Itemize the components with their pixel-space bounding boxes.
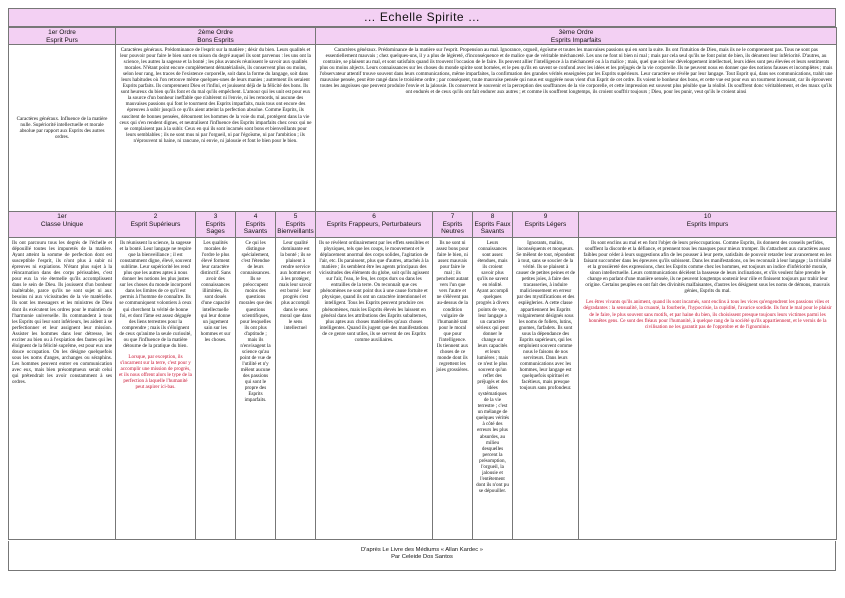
- page-title: … Echelle Spirite …: [8, 8, 836, 27]
- class-5-description: Leur qualité dominante est la bonté ; ils se plaisent à rendre service aux hommes et à les protéger, mais leur savoir est borné : leur progrès s'est plus accompli dans le sens moral que dans le sens intellectuel: [276, 238, 316, 540]
- class-7-description: Ils ne sont ni assez bons pour faire le bien, ni assez mauvais pour faire le mal ; ils penchent autant vers l'un que vers l'autre et ne s'élèvent pas au-dessus de la condition vulgaire de l'humanité tant pour le moral que pour l'intelligence. Ils tiennent aux choses de ce monde dont ils regrettent les joies grossières.: [433, 238, 473, 540]
- class-5-header: 5 Esprits Bienveillants: [276, 212, 316, 238]
- footer-source: D'après Le Livre des Médiums « Allan Kardec »: [361, 547, 483, 553]
- class-7-header: 7 Esprits Neutres: [433, 212, 473, 238]
- class-1-description: Ils ont parcouru tous les degrés de l'échelle et dépouillé toutes les impuretés de la matière. Ayant atteint la somme de perfection dont est susceptible l'esprit, ils n'ont plus à subir ni épreuves ni expiations. N'étant plus sujet à la réincarnation dans des corps périssables, c'est pour eux la vie éternelle qu'ils accomplissent dans le sein de Dieu. Ils jouissent d'un bonheur inaltérable, parce qu'ils ne sont sujet ni aux besoins ni aux vicissitudes de la vie matérielle. Ils sont les messagers et les ministres de Dieu dont ils exécutent les ordres pour le maintien de l'harmonie universelle. Ils commandent à tous les Esprits qui leur sont inférieurs, les aident à se perfectionner et leur assignent leur mission. Assister les hommes dans leur détresse, les exciter au bien ou à l'expiation des fautes qui les éloignent de la félicité suprême, est pour eux une douce occupation. On les désigne quelquefois sous les noms d'anges, archanges ou séraphins. Les hommes peuvent entrer en communication avec eux, mais bien présomptueux serait celui qui prétendrait les avoir constamment à ses ordres.: [9, 238, 116, 540]
- class-6-description: Ils se révèlent ordinairement par les effets sensibles et physiques, tels que les coups, le mouvement et le déplacement anormal des corps solides, l'agitation de l'air, etc. Ils paraissent, plus que d'autres, attachés à la matière ; ils semblent être les agents principaux des vicissitudes des éléments du globe, soit qu'ils agissent sur l'air, l'eau, le feu, les corps durs ou dans les entrailles de la terre. On reconnaît que ces phénomènes ne sont point dus à une cause fortuite et physique, quand ils ont un caractère intentionnel et intelligent. Tous les Esprits peuvent produire ces phénomènes, mais les Esprits élevés les laissent en général dans les attributions des Esprits subalternes, plus aptes aux choses matérielles qu'aux choses intelligentes. Quand ils jugent que des manifestations de ce genre sont utiles, ils se servent de ces Esprits comme auxiliaires.: [316, 238, 433, 540]
- class-6-header: 6 Esprits Frappeurs, Perturbateurs: [316, 212, 433, 238]
- class-8-description: Leurs connaissances sont assez étendues, mais ils croient savoir plus qu'ils ne savent en réalité. Ayant accompli quelques progrès à divers points de vue, leur langage a un caractère sérieux qui peut donner le change sur leurs capacités et leurs lumières ; mais ce n'est le plus souvent qu'un reflet des préjugés et des idées systématiques de la vie terrestre ; c'est un mélange de quelques vérités à côté des erreurs les plus absurdes, au milieu desquelles percent la présomption, l'orgueil, la jalousie et l'entêtement dont ils n'ont pu se dépouiller.: [473, 238, 513, 540]
- class-9-description: Ignorants, malins, inconséquents et moqueurs. Se mêlent de tout, répondent à tout, sans se soucier de la vérité. Ils se plaisent à causer de petites peines et de petites joies, à faire des tracasseries, à induire malicieusement en erreur par des mystifications et des espiègleries. A cette classe appartiennent les Esprits vulgairement désignés sous les noms de follets, lutins, gnomes, farfadets. Ils sont sous la dépendance des Esprits supérieurs, qui les emploient souvent comme nous le faisons de nos serviteurs. Dans leurs communications avec les hommes, leur langage est quelquefois spirituel et facétieux, mais presque toujours sans profondeur.: [513, 238, 579, 540]
- class-1-header: 1er Classe Unique: [9, 212, 116, 238]
- order-3-description: Caractères généraux. Prédominance de la matière sur l'esprit. Propension au mal. Ignorance, orgueil, égoïsme et toutes les mauvaises passions qui en sont la suite. Ils ont l'intuition de Dieu, mais ils ne le comprennent pas. Tous ne sont pas essentiellement mauvais ; chez quelques-uns, il y a plus de légèreté, d'inconséquence et de malice que de véritable méchanceté. Les uns ne font ni bien ni mal ; mais par cela seul qu'ils ne font point de bien, ils dénotent leur infériorité. D'autres, au contraire, se plaisent au mal, et sont satisfaits quand ils trouvent l'occasion de le faire. Ils peuvent allier l'intelligence à la méchanceté ou à la malice ; mais, quel que soit leur développement intellectuel, leurs idées sont peu élevées et leurs sentiments plus ou moins abjects. Leurs connaissances sur les choses du monde spirite sont bornées, et le peu qu'ils en savent se confond avec les idées et les préjugés de la vie corporelle. Ils ne peuvent nous en donner que des notions fausses et incomplètes ; mais l'observateur attentif trouve souvent dans leurs communications, même imparfaites, la confirmation des grandes vérités enseignées par les Esprits supérieurs. Leur caractère se révèle par leur langage. Tout Esprit qui, dans ses communications, trahit une mauvaise pensée, peut être rangé dans le troisième ordre ; par conséquent, toute mauvaise pensée qui nous est suggérée nous vient d'un Esprit de cet ordre. Ils voient le bonheur des bons, et cette vue est pour eux un tourment incessant, car ils éprouvent toutes les angoisses que peuvent produire l'envie et la jalousie. Ils conservent le souvenir et la perception des souffrances de la vie corporelle, et cette impression est souvent plus pénible que la réalité. Ils souffrent donc véritablement, et des maux qu'ils ont endurés et de ceux qu'ils ont fait endurer aux autres ; et comme ils souffrent longtemps, ils croient souffrir toujours ; Dieu, pour les punir, veut qu'ils le croient ainsi: [316, 45, 837, 212]
- order-1-description: Caractères généraux. Influence de la matière nulle. Supériorité intellectuelle et morale absolue par rapport aux Esprits des autres ordres.: [9, 45, 116, 212]
- spirit-scale-table: [8, 27, 837, 540]
- footer: [8, 541, 836, 571]
- class-2-description: Ils réunissent la science, la sagesse et la bonté. Leur langage ne respire que la bienveillance ; il est constamment digne, élevé, souvent sublime. Leur supériorité les rend plus que les autres aptes à nous donner les notions les plus justes sur les choses du monde incorporel dans les limites de ce qu'il est permis à l'homme de connaître. Ils se communiquent volontiers à ceux qui cherchent la vérité de bonne foi, et dont l'âme est assez dégagée des liens terrestres pour la comprendre ; mais ils s'éloignent de ceux qu'anime la seule curiosité, ou que l'influence de la matière détourne de la pratique du bien. Lorsque, par exception, ils s'incarnent sur la terre, c'est pour y accomplir une mission de progrès, et ils nous offrent alors le type de la perfection à laquelle l'humanité peut aspirer ici-bas.: [116, 238, 196, 540]
- class-4-header: 4 Esprits Savants: [236, 212, 276, 238]
- order-2-header: 2ème Ordre Bons Esprits: [116, 28, 316, 45]
- class-9-header: 9 Esprits Légers: [513, 212, 579, 238]
- order-3-header: 3ème Ordre Esprits Imparfaits: [316, 28, 837, 45]
- footer-author: Par Celeide Dos Santos: [391, 554, 453, 560]
- class-10-description: Ils sont enclins au mal et en font l'objet de leurs préoccupations. Comme Esprits, ils donnent des conseils perfides, soufflent la discorde et la défiance, et prennent tous les masques pour mieux tromper. Ils s'attachent aux caractères assez faibles pour céder à leurs suggestions afin de les pousser à leur perte, satisfaits de pouvoir retarder leur avancement en les faisant succomber dans les épreuves qu'ils subissent. Dans les manifestations, on les reconnaît à leur langage ; la trivialité et la grossièreté des expressions, chez les Esprits comme chez les hommes, est toujours un indice d'infériorité morale, sinon intellectuelle. Leurs communications décèlent la bassesse de leurs inclinations, et s'ils veulent faire prendre le change en parlant d'une manière sensée, ils ne peuvent longtemps soutenir leur rôle et finissent toujours par trahir leur origine. Certains peuples en ont fait des divinités malfaisantes, d'autres les désignent sous les noms de démons, mauvais génies, Esprits du mal. Les êtres vivants qu'ils animent, quand ils sont incarnés, sont enclins à tous les vices qu'engendrent les passions viles et dégradantes : la sensualité, la cruauté, la fourberie, l'hypocrisie, la cupidité, l'avarice sordide. Ils font le mal pour le plaisir de le faire, le plus souvent sans motifs, et par haine du bien, ils choisissent presque toujours leurs victimes parmi les honnêtes gens. Ce sont des fléaux pour l'humanité, à quelque rang de la société qu'ils appartiennent, et le vernis de la civilisation ne les garantit pas de l'opprobre et de l'ignominie.: [579, 238, 837, 540]
- class-2-header: 2 Esprit Supérieurs: [116, 212, 196, 238]
- order-2-description: Caractères généraux. Prédominance de l'esprit sur la matière ; désir du bien. Leurs qualités et leur pouvoir pour faire le bien sont en raison du degré auquel ils sont parvenus : les uns ont la science, les autres la sagesse et la bonté ; les plus avancés réunissent le savoir aux qualités morales. N'étant point encore complètement dématérialisés, ils conservent plus ou moins, selon leur rang, les traces de l'existence corporelle, soit dans la forme du langage, soit dans leurs habitudes où l'on retrouve même quelques-unes de leurs manies ; autrement ils seraient Esprits parfaits. Ils comprennent Dieu et l'infini, et jouissent déjà de la félicité des bons. Ils sont heureux du bien qu'ils font et du mal qu'ils empêchent. L'amour qui les unit est pour eux la source d'un bonheur ineffable que n'altèrent ni l'envie, ni les remords, ni aucune des mauvaises passions qui font le tourment des Esprits imparfaits, mais tous ont encore des épreuves à subir jusqu'à ce qu'ils aient atteint la perfection absolue. Comme Esprits, ils suscitent de bonnes pensées, détournent les hommes de la voie du mal, protègent dans la vie ceux qui s'en rendent dignes, et neutralisent l'influence des Esprits imparfaits chez ceux qui ne se complaisent pas à la subir. Ceux en qui ils sont incarnés sont bons et bienveillants pour leurs semblables ; ils ne sont mus ni par l'orgueil, ni par l'égoïsme, ni par l'ambition ; ils n'éprouvent ni haine, ni rancune, ni envie, ni jalousie et font le bien pour le bien.: [116, 45, 316, 212]
- class-4-description: Ce qui les distingue spécialement, c'est l'étendue de leurs connaissances. Ils se préoccupent moins des questions morales que des questions scientifiques, pour lesquelles ils ont plus d'aptitude ; mais ils n'envisagent la science qu'au point de vue de l'utilité et n'y mêlent aucune des passions qui sont le propre des Esprits imparfaits.: [236, 238, 276, 540]
- order-1-header: 1er Ordre Esprit Purs: [9, 28, 116, 45]
- class-8-header: 8 Esprits Faux Savants: [473, 212, 513, 238]
- class-3-header: 3 Esprits Sages: [196, 212, 236, 238]
- class-10-header: 10 Esprits Impurs: [579, 212, 837, 238]
- class-3-description: Les qualités morales de l'ordre le plus élevé forment leur caractère distinctif. Sans avoir des connaissances illimitées, ils sont doués d'une capacité intellectuelle qui leur donne un jugement sain sur les hommes et sur les choses.: [196, 238, 236, 540]
